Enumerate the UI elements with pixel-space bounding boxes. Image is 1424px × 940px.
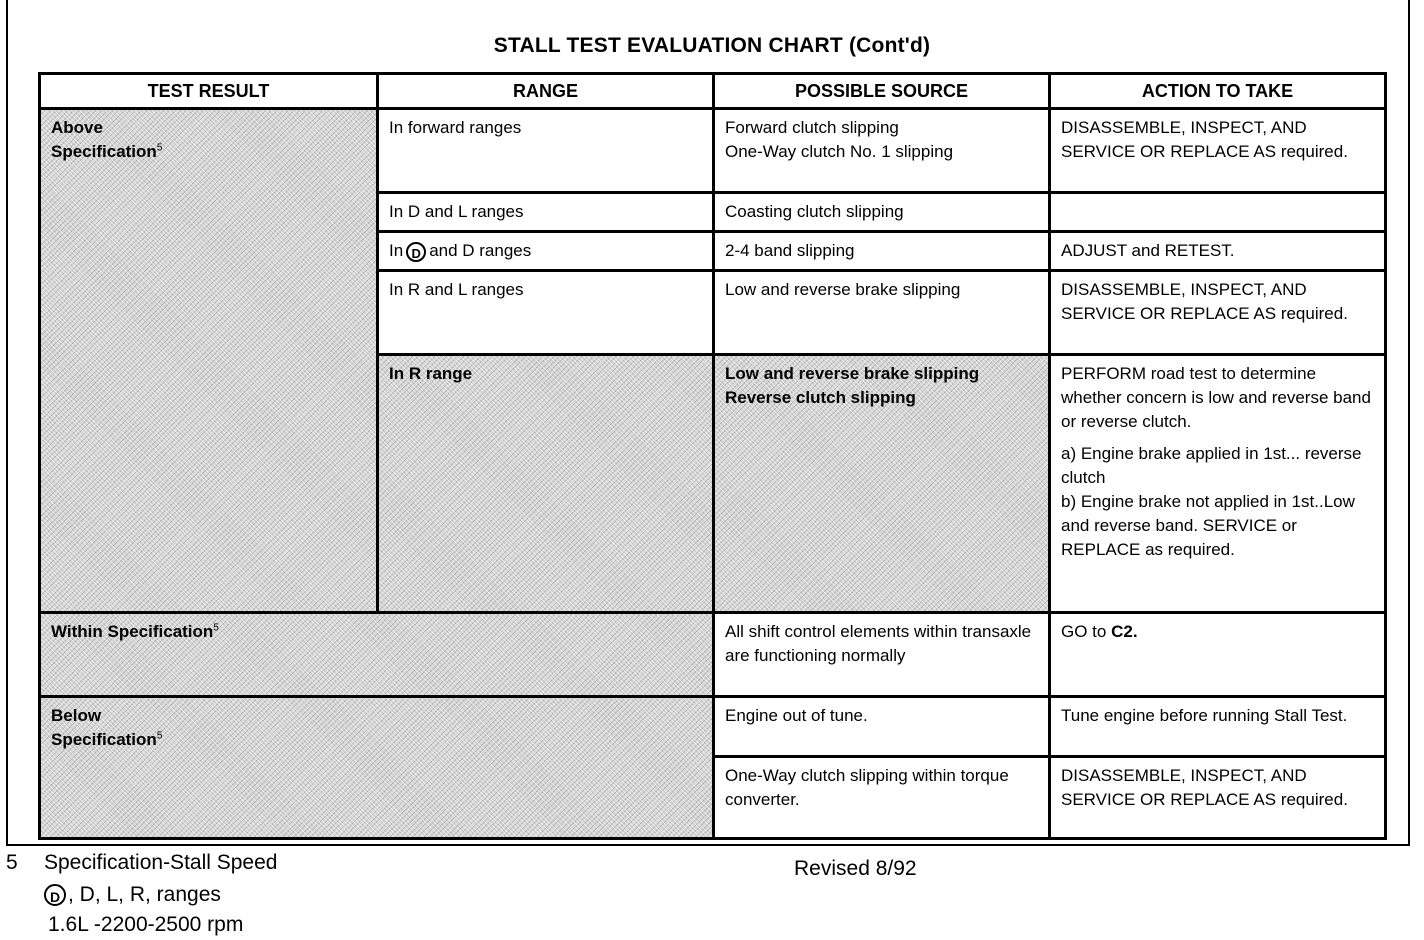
source-cell: 2-4 band slipping xyxy=(714,232,1050,271)
action-paragraph: b) Engine brake not applied in 1st..Low and reverse band. SERVICE or REPLACE as required. xyxy=(1061,492,1355,559)
action-cell: ADJUST and RETEST. xyxy=(1050,232,1386,271)
test-result-below xyxy=(40,697,714,839)
circled-d-icon: D xyxy=(406,242,426,262)
header-possible-source: POSSIBLE SOURCE xyxy=(714,74,1050,109)
range-cell: In forward ranges xyxy=(378,109,714,193)
source-cell xyxy=(714,355,1050,613)
action-link-c2: C2. xyxy=(1111,622,1138,641)
footnote-line2-text: , D, L, R, ranges xyxy=(68,883,221,906)
test-result-above xyxy=(40,109,378,613)
below-label-line2: Specification xyxy=(51,730,157,749)
source-cell xyxy=(714,109,1050,193)
above-label-line1: Above xyxy=(51,118,103,137)
range-prefix: In xyxy=(389,241,404,260)
source-line: Low and reverse brake slipping xyxy=(725,364,980,383)
range-cell: In R and L ranges xyxy=(378,271,714,355)
footnote-ref: 5 xyxy=(156,730,163,742)
action-cell xyxy=(1050,193,1386,232)
revised-date: Revised 8/92 xyxy=(794,857,917,880)
below-label-line1: Below xyxy=(51,706,102,725)
range-suffix: and D ranges xyxy=(429,241,532,260)
range-cell xyxy=(378,232,714,271)
within-label: Within Specification xyxy=(51,622,214,641)
source-line: Forward clutch slipping xyxy=(725,118,899,137)
source-cell: Coasting clutch slipping xyxy=(714,193,1050,232)
action-prefix: GO to xyxy=(1061,622,1107,641)
source-cell: Engine out of tune. xyxy=(714,697,1050,757)
table-row xyxy=(40,613,1386,697)
footnote-line3: 1.6L -2200-2500 rpm xyxy=(48,913,244,936)
footnote-line1: Specification-Stall Speed xyxy=(44,851,278,874)
action-paragraph: a) Engine brake applied in 1st... reverse clutch xyxy=(1061,444,1362,487)
source-line: One-Way clutch No. 1 slipping xyxy=(725,142,954,161)
source-line: Reverse clutch slipping xyxy=(725,388,916,407)
header-action: ACTION TO TAKE xyxy=(1050,74,1386,109)
table-row xyxy=(40,697,1386,757)
action-cell: DISASSEMBLE, INSPECT, AND SERVICE OR REPLACE AS required. xyxy=(1050,109,1386,193)
chart-title: STALL TEST EVALUATION CHART (Cont'd) xyxy=(493,34,931,57)
table-row xyxy=(40,109,1386,193)
action-paragraph: PERFORM road test to determine whether concern is low and reverse band or reverse clutch. xyxy=(1061,364,1371,431)
source-cell: All shift control elements within transaxle are functioning normally xyxy=(714,613,1050,697)
footnote-number: 5 xyxy=(6,851,18,874)
action-cell xyxy=(1050,355,1386,613)
action-cell: DISASSEMBLE, INSPECT, AND SERVICE OR REPLACE AS required. xyxy=(1050,757,1386,839)
header-row xyxy=(40,74,1386,109)
circled-d-icon: D xyxy=(44,884,66,906)
header-test-result: TEST RESULT xyxy=(40,74,378,109)
action-cell xyxy=(1050,613,1386,697)
footnote-ref: 5 xyxy=(156,142,163,154)
range-label: In R range xyxy=(389,364,473,383)
stall-test-table xyxy=(38,72,1387,840)
range-cell: In D and L ranges xyxy=(378,193,714,232)
above-label-line2: Specification xyxy=(51,142,157,161)
test-result-within xyxy=(40,613,714,697)
source-cell: One-Way clutch slipping within torque converter. xyxy=(714,757,1050,839)
action-cell: DISASSEMBLE, INSPECT, AND SERVICE OR REPLACE AS required. xyxy=(1050,271,1386,355)
range-cell xyxy=(378,355,714,613)
footnote-line2 xyxy=(44,880,221,910)
source-cell: Low and reverse brake slipping xyxy=(714,271,1050,355)
header-range: RANGE xyxy=(378,74,714,109)
action-cell: Tune engine before running Stall Test. xyxy=(1050,697,1386,757)
footnote-ref: 5 xyxy=(213,622,219,634)
